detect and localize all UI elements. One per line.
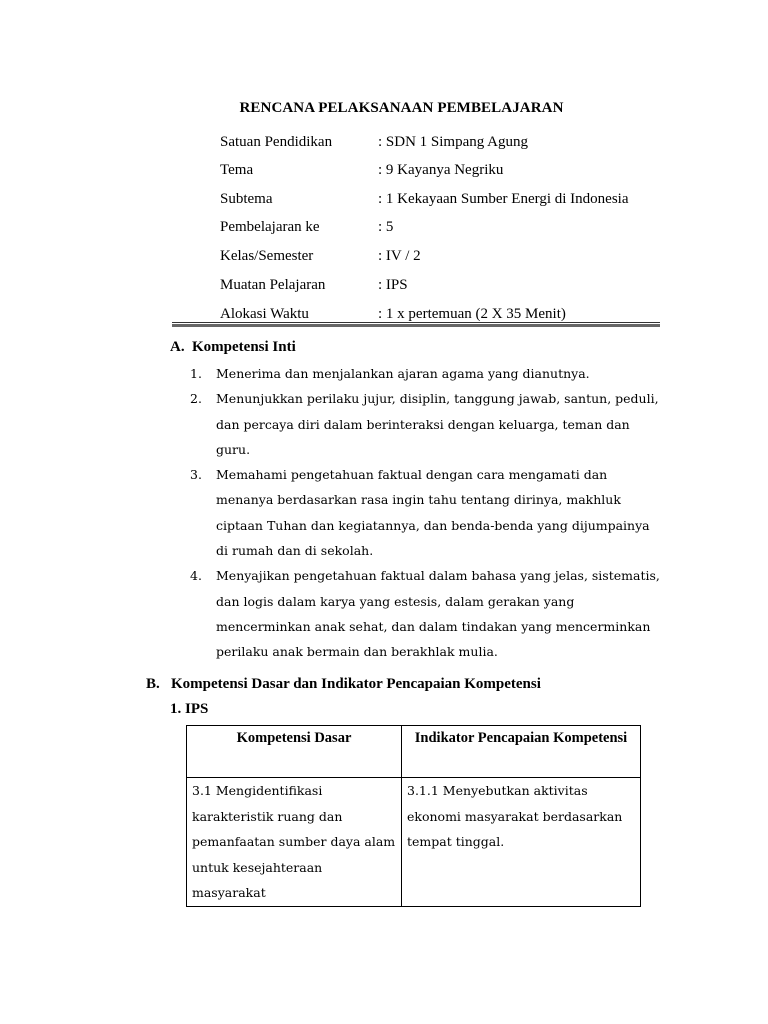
kompetensi-inti-list <box>190 361 660 665</box>
section-b-heading-text: Kompetensi Dasar dan Indikator Pencapaian Kompetensi <box>171 676 541 692</box>
list-item-number: 2. <box>190 391 202 407</box>
identity-label: Tema <box>220 162 254 178</box>
header-divider-thin <box>172 322 660 323</box>
table-header-indikator: Indikator Pencapaian Kompetensi <box>402 726 641 778</box>
table-row <box>187 778 641 907</box>
identity-label: Pembelajaran ke <box>220 219 320 235</box>
identity-value: : IPS <box>378 277 408 293</box>
section-a-heading-text: Kompetensi Inti <box>192 339 296 355</box>
section-a-heading <box>170 339 296 356</box>
identity-label: Satuan Pendidikan <box>220 134 333 150</box>
list-item-text: Memahami pengetahuan faktual dengan cara mengamati dan menanya berdasarkan rasa ingin tahu tentang dirinya, makhluk ciptaan Tuhan dan kegiatannya, dan benda-benda yang dijumpainya di rumah dan di sekolah. <box>216 467 650 559</box>
table-header-row <box>187 726 641 778</box>
section-a-marker: A. <box>170 339 185 355</box>
identity-value: : SDN 1 Simpang Agung <box>378 134 529 150</box>
table-cell-kompetensi-dasar: 3.1 Mengidentifikasi karakteristik ruang dan pemanfaatan sumber daya alam untuk kesejahteraan masyarakat <box>187 778 402 907</box>
table-cell-indikator: 3.1.1 Menyebutkan aktivitas ekonomi masyarakat berdasarkan tempat tinggal. <box>402 778 641 907</box>
list-item-number: 1. <box>190 366 202 381</box>
identity-value: : 9 Kayanya Negriku <box>378 162 504 178</box>
header-divider-thick <box>172 324 660 327</box>
list-item <box>190 462 660 563</box>
table-header-kompetensi-dasar: Kompetensi Dasar <box>187 726 402 778</box>
identity-value: : IV / 2 <box>378 248 421 264</box>
page-title: RENCANA PELAKSANAAN PEMBELAJARAN <box>239 100 564 116</box>
list-item-text: Menunjukkan perilaku jujur, disiplin, tanggung jawab, santun, peduli, dan percaya diri dalam berinteraksi dengan keluarga, teman dan guru. <box>216 391 659 457</box>
identity-label: Alokasi Waktu <box>220 306 309 322</box>
section-b-marker: B. <box>146 676 160 692</box>
list-item <box>190 361 660 386</box>
section-b-heading <box>146 676 541 693</box>
list-item-number: 4. <box>190 568 202 584</box>
ips-competency-table <box>186 725 641 907</box>
list-item-number: 3. <box>190 467 202 483</box>
identity-label: Subtema <box>220 191 273 207</box>
subsection-ips-heading: 1. IPS <box>170 701 209 717</box>
list-item <box>190 386 660 462</box>
list-item <box>190 563 660 664</box>
identity-label: Muatan Pelajaran <box>220 277 326 293</box>
list-item-text: Menyajikan pengetahuan faktual dalam bahasa yang jelas, sistematis, dan logis dalam karya yang estesis, dalam gerakan yang mencerminkan anak sehat, dan dalam tindakan yang mencerminkan perilaku anak bermain dan berakhlak mulia. <box>216 568 660 660</box>
identity-value: : 5 <box>378 219 394 235</box>
list-item-text: Menerima dan menjalankan ajaran agama yang dianutnya. <box>216 366 590 381</box>
identity-value: : 1 x pertemuan (2 X 35 Menit) <box>378 306 566 322</box>
identity-value: : 1 Kekayaan Sumber Energi di Indonesia <box>378 191 629 207</box>
identity-label: Kelas/Semester <box>220 248 314 264</box>
